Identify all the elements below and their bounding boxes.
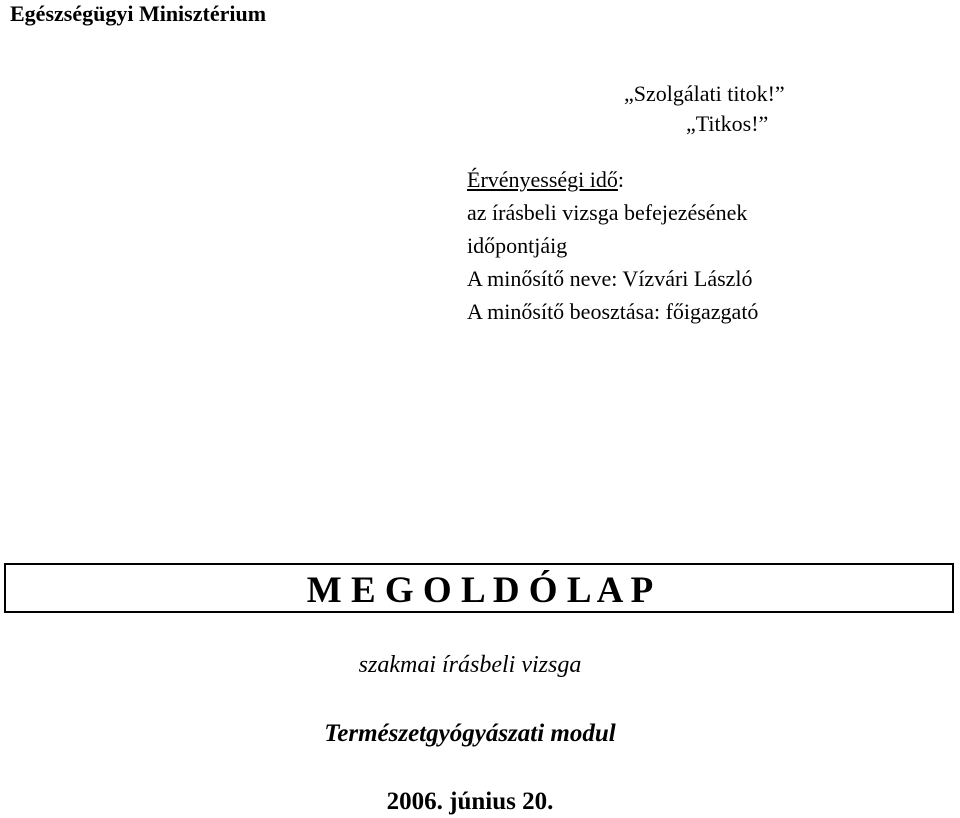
validity-block <box>467 163 758 328</box>
module-name: Természetgyógyászati modul <box>324 720 616 747</box>
classification-official-secret: „Szolgálati titok!” <box>624 81 785 106</box>
classifier-name: A minősítő neve: Vízvári László <box>467 266 753 291</box>
exam-type: szakmai írásbeli vizsga <box>358 652 582 678</box>
ministry-name: Egészségügyi Minisztérium <box>10 1 267 26</box>
validity-line-2: időpontjáig <box>467 233 568 258</box>
classifier-position: A minősítő beosztása: főigazgató <box>467 299 759 324</box>
validity-line-1: az írásbeli vizsga befejezésének <box>467 200 748 225</box>
page-title: M E G O L D Ó L A P <box>306 570 654 611</box>
exam-date: 2006. június 20. <box>386 788 554 815</box>
classification-secret: „Titkos!” <box>686 111 769 136</box>
validity-label-line <box>467 163 758 196</box>
validity-label-colon: : <box>617 167 625 192</box>
validity-label: Érvényességi idő <box>467 167 618 192</box>
